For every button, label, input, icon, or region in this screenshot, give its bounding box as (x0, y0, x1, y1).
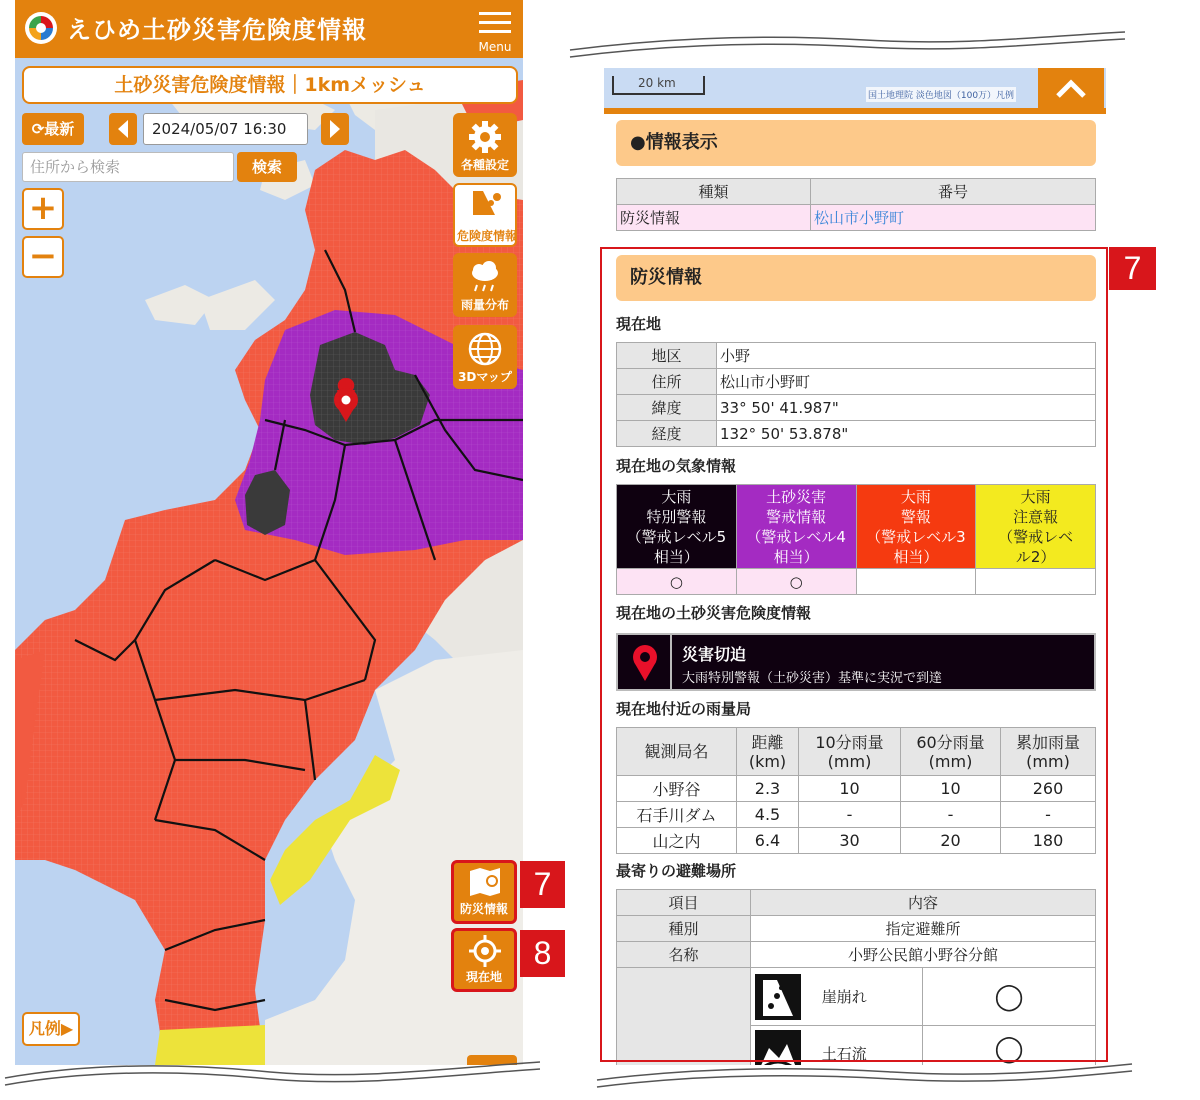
app-title: えひめ土砂災害危険度情報 (67, 16, 367, 44)
3d-map-label: 3Dマップ (458, 370, 512, 384)
prev-time-button[interactable] (109, 113, 137, 145)
warning-mark: ○ (617, 569, 737, 595)
divider (604, 108, 1106, 114)
location-label: 地区 (617, 343, 717, 369)
globe-icon (467, 331, 503, 367)
app-header (15, 0, 523, 58)
callout-number-7: 7 (520, 861, 565, 908)
info-table-header: 番号 (811, 179, 1096, 205)
rain-title: 現在地付近の雨量局 (616, 700, 752, 718)
rain-value: 20 (901, 828, 1001, 854)
hazard-name: 土石流 (821, 1044, 867, 1063)
warning-level4-cell: 土砂災害 警戒情報 （警戒レベル4 相当） (736, 485, 856, 569)
zoom-in-button[interactable]: + (22, 188, 64, 230)
hazard-name: 崖崩れ (821, 988, 867, 1006)
location-label: 経度 (617, 421, 717, 447)
warning-level2-cell: 大雨 注意報 （警戒レベ ル2） (976, 485, 1096, 569)
danger-title: 現在地の土砂災害危険度情報 (616, 604, 812, 622)
next-time-button[interactable] (321, 113, 349, 145)
rain-header: 60分雨量 (mm) (901, 728, 1001, 776)
map-pin-icon (467, 866, 503, 898)
rain-value: 30 (799, 828, 901, 854)
settings-label: 各種設定 (460, 158, 509, 172)
bousai-info-button[interactable] (451, 860, 517, 924)
3d-map-button[interactable] (453, 325, 517, 389)
warning-level5-cell: 大雨 特別警報 （警戒レベル5 相当） (617, 485, 737, 569)
info-display-header: ●情報表示 (616, 120, 1096, 166)
map-screen (15, 0, 523, 1065)
current-location-label: 現在地 (465, 970, 502, 984)
hazard-mark: ◯ (923, 1026, 1096, 1066)
bousai-info-label: 防災情報 (459, 902, 508, 916)
landslide-icon (469, 187, 505, 217)
rain-value: 180 (1001, 828, 1096, 854)
hazard-info-button[interactable] (453, 183, 517, 247)
rain-distribution-label: 雨量分布 (460, 298, 509, 312)
wavy-cut-line-top (565, 28, 1130, 60)
settings-button[interactable] (453, 113, 517, 177)
rain-station: 小野谷 (617, 776, 737, 802)
scale-label: 20 km (638, 76, 676, 90)
latest-button[interactable] (22, 113, 84, 145)
map-subtitle: 土砂災害危険度情報｜1kmメッシュ (22, 66, 518, 104)
shelter-value: 小野公民館小野谷分館 (751, 942, 1096, 968)
current-location-title: 現在地 (616, 315, 662, 333)
triangle-right-icon (321, 113, 349, 145)
rain-station: 石手川ダム (617, 802, 737, 828)
location-value: 132° 50' 53.878" (717, 421, 1096, 447)
shelter-header: 内容 (751, 890, 1096, 916)
warning-level3-cell: 大雨 警報 （警戒レベル3 相当） (856, 485, 976, 569)
rain-cloud-icon (467, 259, 503, 295)
rain-header: 観測局名 (617, 728, 737, 776)
danger-level-label: 災害切迫 (682, 645, 747, 664)
shelter-value: 指定避難所 (751, 916, 1096, 942)
rain-header: 10分雨量 (mm) (799, 728, 901, 776)
map-attribution[interactable]: 国土地理院 淡色地図（100万）凡例 (866, 87, 1016, 102)
wavy-cut-line (0, 1058, 545, 1088)
datetime-field[interactable]: 2024/05/07 16:30 (143, 113, 308, 145)
mini-map[interactable] (604, 68, 1106, 108)
rain-value: 6.4 (737, 828, 799, 854)
refresh-icon: ⟳ (31, 120, 45, 138)
shelter-label: 種別 (617, 916, 751, 942)
info-table (616, 178, 1096, 231)
callout-number-7-right: 7 (1109, 247, 1156, 290)
info-location-link[interactable]: 松山市小野町 (811, 205, 1096, 231)
weather-title: 現在地の気象情報 (616, 457, 737, 475)
shelter-title: 最寄りの避難場所 (616, 862, 737, 880)
rain-value: 10 (799, 776, 901, 802)
rain-value: - (901, 802, 1001, 828)
legend-button[interactable]: 凡例▶ (22, 1012, 80, 1046)
info-type-cell: 防災情報 (617, 205, 811, 231)
menu-label: Menu (478, 40, 512, 54)
rain-header: 累加雨量 (mm) (1001, 728, 1096, 776)
crosshair-icon (467, 934, 503, 968)
rain-distribution-button[interactable] (453, 253, 517, 317)
danger-description: 大雨特別警報（土砂災害）基準に実況で到達 (682, 671, 943, 686)
rain-value: 10 (901, 776, 1001, 802)
zoom-out-button[interactable]: − (22, 236, 64, 278)
bousai-highlight-frame (600, 247, 1108, 1062)
hazard-mark: ◯ (923, 968, 1096, 1026)
triangle-left-icon (109, 113, 137, 145)
rain-value: 260 (1001, 776, 1096, 802)
rain-value: 2.3 (737, 776, 799, 802)
current-location-button[interactable] (451, 928, 517, 992)
chevron-up-icon (1038, 68, 1104, 110)
callout-number-8: 8 (520, 930, 565, 977)
search-button[interactable]: 検索 (237, 152, 297, 182)
rain-value: - (799, 802, 901, 828)
info-table-header: 種類 (617, 179, 811, 205)
hazard-info-label: 危険度情報 (456, 229, 517, 243)
app-logo-icon (25, 12, 57, 44)
rain-station: 山之内 (617, 828, 737, 854)
menu-button[interactable] (475, 8, 515, 54)
rain-value: - (1001, 802, 1096, 828)
collapse-button[interactable] (1038, 68, 1104, 110)
location-value: 小野 (717, 343, 1096, 369)
location-value: 松山市小野町 (717, 369, 1096, 395)
shelter-header: 項目 (617, 890, 751, 916)
rain-value: 4.5 (737, 802, 799, 828)
warning-mark: ○ (736, 569, 856, 595)
latest-label: 最新 (44, 120, 75, 138)
bousai-header: 防災情報 (616, 255, 1096, 301)
gear-icon (467, 119, 503, 155)
location-value: 33° 50' 41.987" (717, 395, 1096, 421)
address-search-input[interactable]: 住所から検索 (22, 152, 234, 182)
shelter-label: 名称 (617, 942, 751, 968)
location-label: 緯度 (617, 395, 717, 421)
location-label: 住所 (617, 369, 717, 395)
rain-header: 距離 (km) (737, 728, 799, 776)
